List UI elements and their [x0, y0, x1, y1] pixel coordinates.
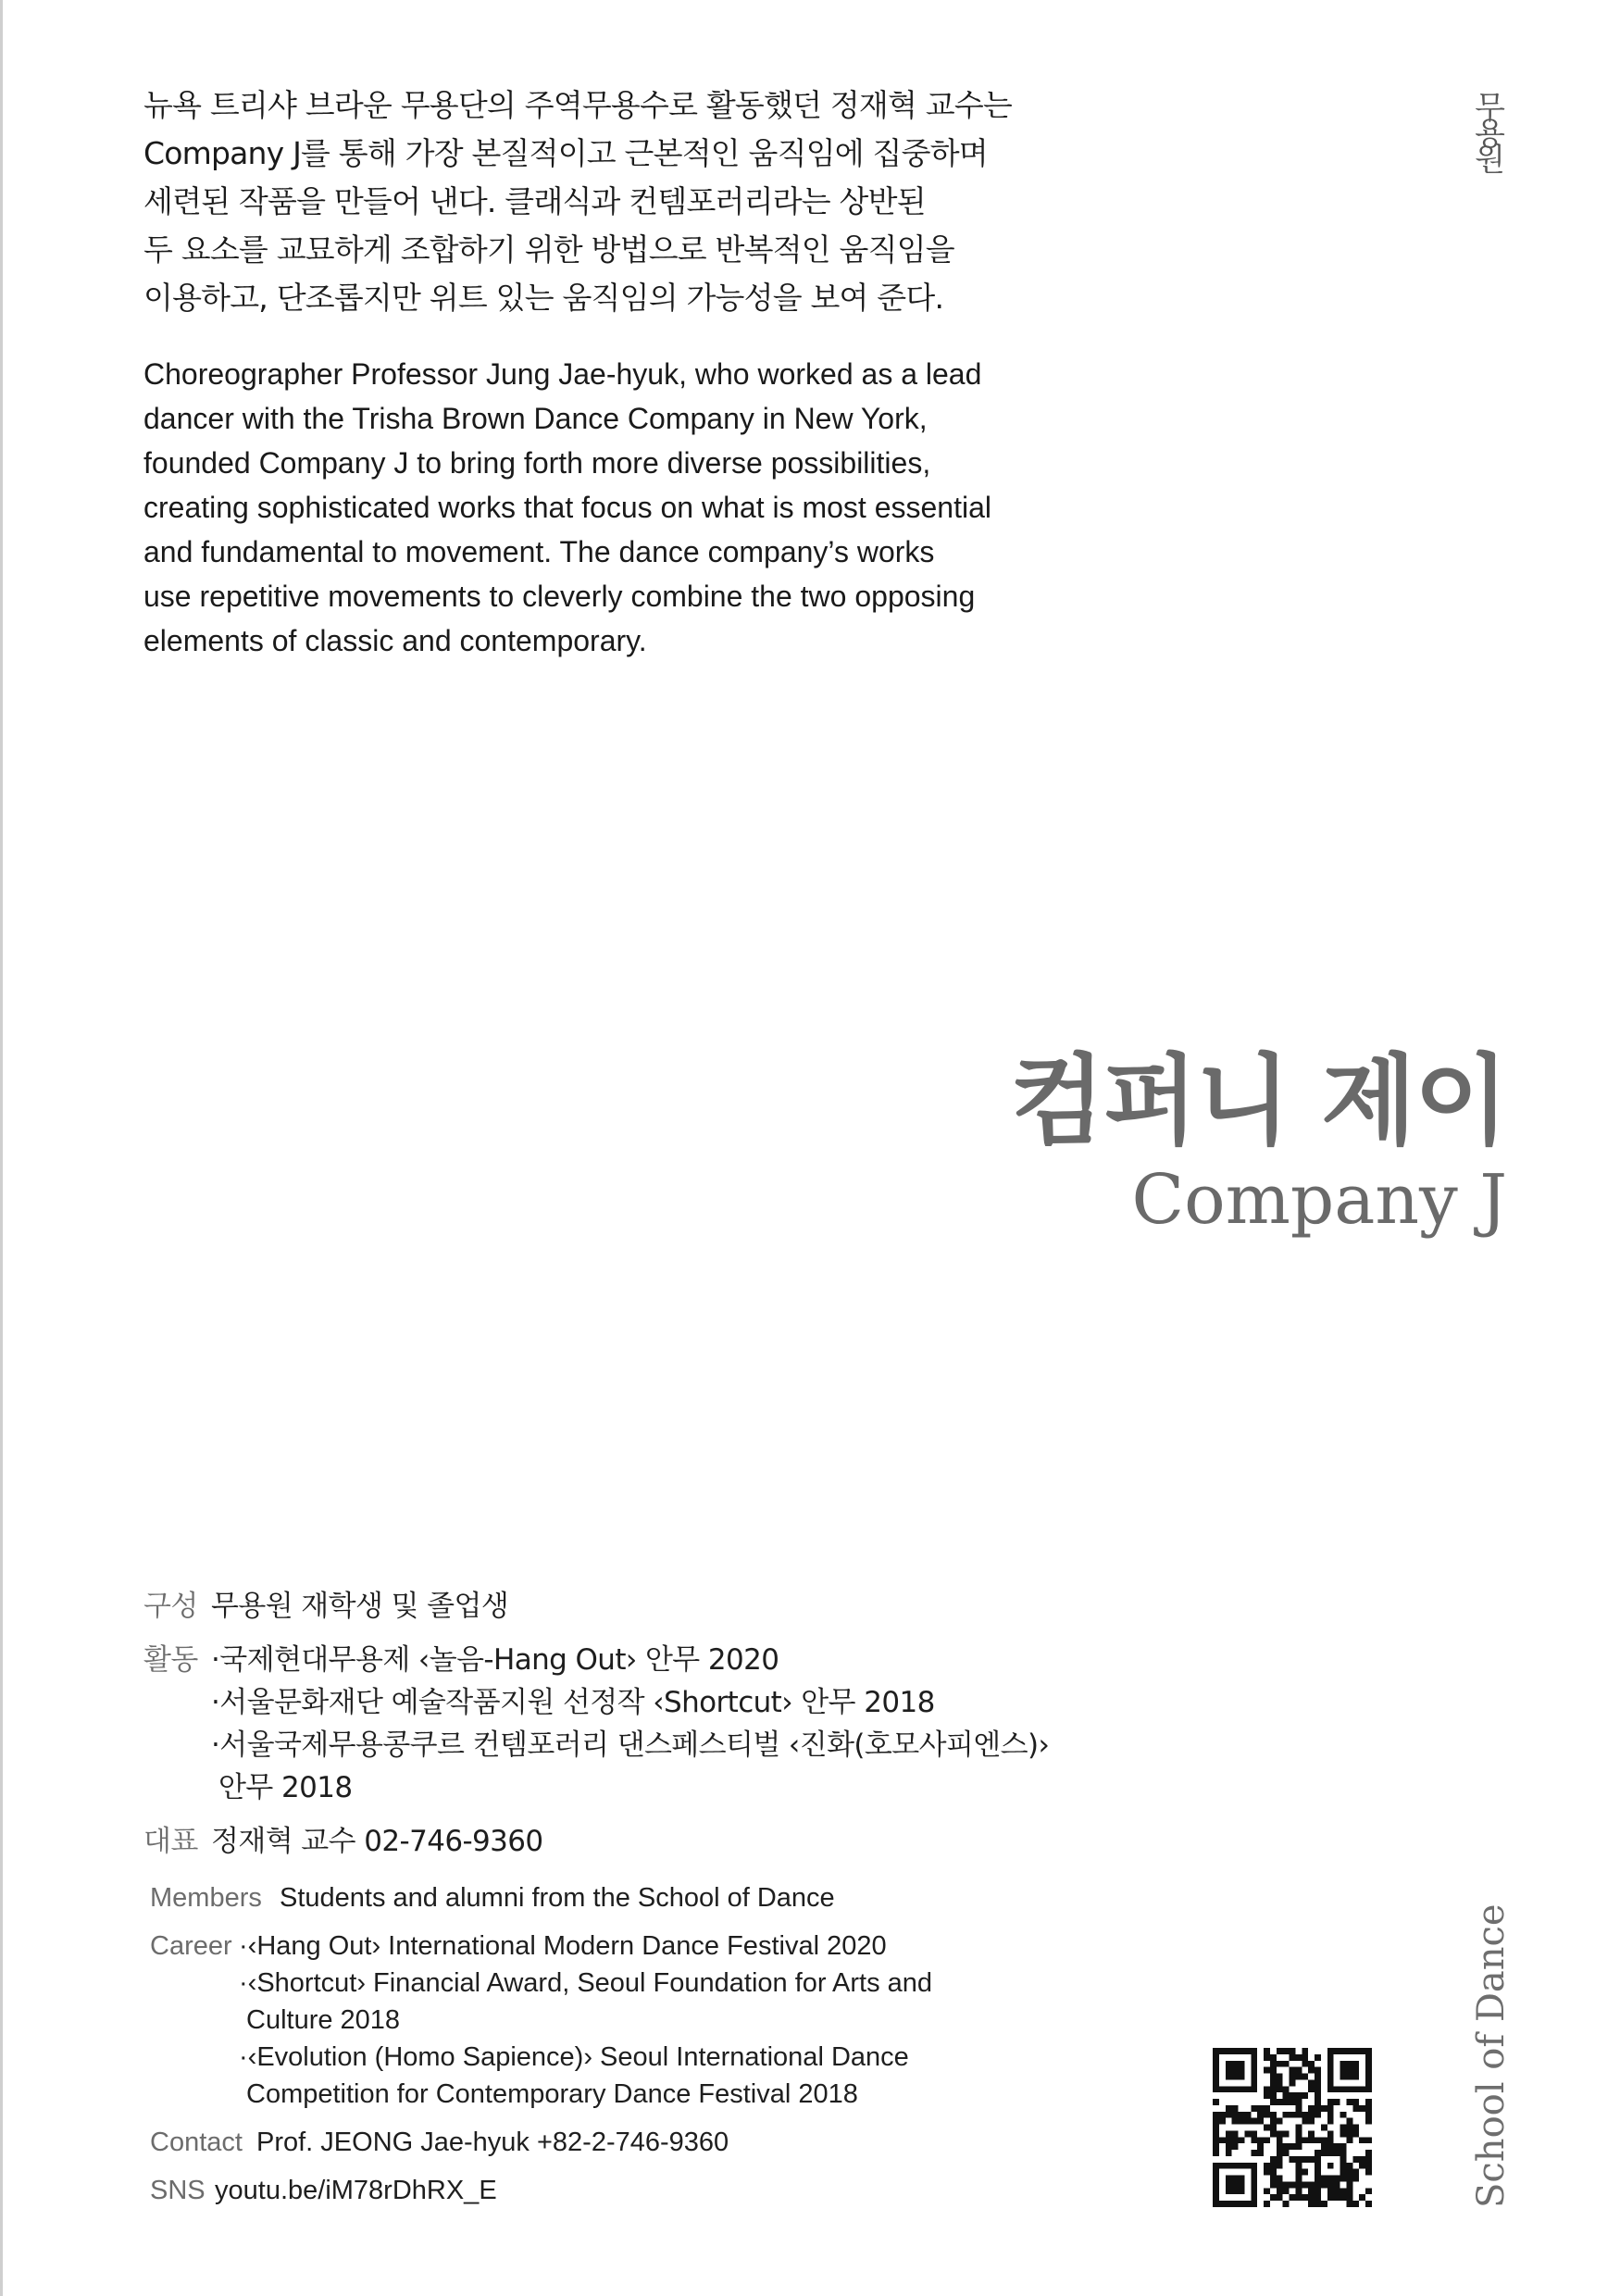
title-english: Company J — [1131, 1160, 1507, 1240]
career-item: ·‹Evolution (Homo Sapience)› Seoul International Dance — [239, 2042, 909, 2072]
members-value-ko: 무용원 재학생 및 졸업생 — [211, 1590, 509, 1623]
members-label-en: Members — [150, 1883, 262, 1913]
intro-ko-line: 세련된 작품을 만들어 낸다. 클래식과 컨템포러리라는 상반된 — [143, 183, 926, 219]
contact-row-ko — [143, 1820, 1069, 1863]
intro-korean — [143, 81, 1069, 322]
contact-value-en: Prof. JEONG Jae-hyuk +82-2-746-9360 — [256, 2128, 729, 2157]
intro-english — [143, 352, 1069, 663]
intro-ko-line: 두 요소를 교묘하게 조합하기 위한 방법으로 반복적인 움직임을 — [143, 231, 954, 268]
sns-label-en: SNS — [150, 2176, 206, 2205]
title-korean: 컴퍼니 제이 — [1010, 1044, 1507, 1158]
members-row-en — [150, 1879, 1076, 1916]
career-item: Culture 2018 — [246, 2005, 401, 2035]
page-edge-line — [0, 0, 3, 2296]
intro-ko-line: Company J를 통해 가장 본질적이고 근본적인 움직임에 집중하며 — [143, 135, 988, 171]
intro-en-line: Choreographer Professor Jung Jae-hyuk, who worked as a lead — [143, 357, 982, 391]
qr-code-icon[interactable] — [1213, 2048, 1372, 2207]
sns-link[interactable]: youtu.be/iM78rDhRX_E — [215, 2176, 497, 2205]
side-label-korean: 무용원 — [1468, 91, 1505, 168]
contact-label-ko: 대표 — [143, 1825, 198, 1858]
info-english — [150, 1879, 1076, 2209]
intro-ko-line: 이용하고, 단조롭지만 위트 있는 움직임의 가능성을 보여 준다. — [143, 280, 944, 316]
career-item: ·‹Hang Out› International Modern Dance Festival 2020 — [239, 1931, 887, 1961]
career-row-en — [150, 1928, 1076, 2113]
intro-en-line: founded Company J to bring forth more diverse possibilities, — [143, 446, 931, 480]
career-item: Competition for Contemporary Dance Festival 2018 — [246, 2079, 858, 2109]
sns-row-en — [150, 2172, 1076, 2209]
activity-row-ko — [143, 1639, 1069, 1809]
contact-value-ko: 정재혁 교수 02-746-9360 — [211, 1825, 543, 1858]
members-row-ko — [143, 1585, 1069, 1628]
activity-item: ·국제현대무용제 ‹놀음-Hang Out› 안무 2020 — [211, 1643, 779, 1677]
intro-en-line: creating sophisticated works that focus on what is most essential — [143, 491, 991, 524]
members-label-ko: 구성 — [143, 1590, 198, 1623]
intro-en-line: elements of classic and contemporary. — [143, 624, 647, 657]
activity-item: ·서울국제무용콩쿠르 컨템포러리 댄스페스티벌 ‹진화(호모사피엔스)› — [211, 1728, 1050, 1762]
activity-item: 안무 2018 — [218, 1771, 353, 1804]
career-label-en: Career — [150, 1931, 232, 1961]
side-label-english: School of Dance — [1470, 1903, 1513, 2208]
intro-ko-line: 뉴욕 트리샤 브라운 무용단의 주역무용수로 활동했던 정재혁 교수는 — [143, 87, 1013, 123]
career-list — [239, 1928, 1076, 2113]
activity-item: ·서울문화재단 예술작품지원 선정작 ‹Shortcut› 안무 2018 — [211, 1686, 935, 1719]
info-korean — [143, 1585, 1069, 1863]
career-item: ·‹Shortcut› Financial Award, Seoul Foundation for Arts and — [239, 1968, 933, 1998]
intro-en-line: dancer with the Trisha Brown Dance Company in New York, — [143, 402, 928, 435]
contact-label-en: Contact — [150, 2128, 243, 2157]
members-value-en: Students and alumni from the School of Dance — [280, 1883, 835, 1913]
activity-label-ko: 활동 — [143, 1643, 198, 1677]
contact-row-en — [150, 2124, 1076, 2161]
intro-en-line: and fundamental to movement. The dance company’s works — [143, 535, 935, 568]
intro-en-line: use repetitive movements to cleverly combine the two opposing — [143, 580, 976, 613]
